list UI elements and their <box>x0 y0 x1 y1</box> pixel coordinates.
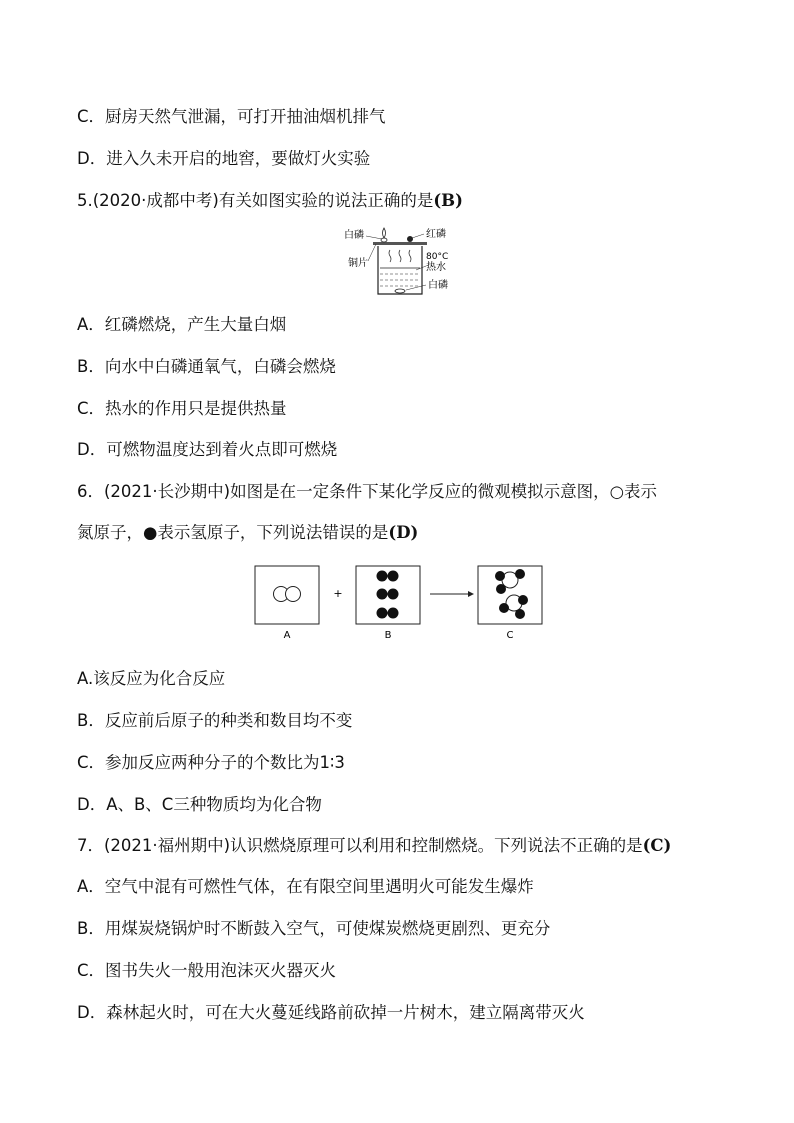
q5-option-a: A．红磷燃烧，产生大量白烟 <box>77 315 287 334</box>
hydrogen-atom <box>388 571 399 582</box>
label-temperature: 80°C <box>426 252 449 262</box>
arrowhead-icon <box>468 591 474 597</box>
q4-option-c: C．厨房天然气泄漏，可打开抽油烟机排气 <box>77 107 386 126</box>
hydrogen-atom <box>388 589 399 600</box>
copper-plate <box>373 242 427 245</box>
label-c: C <box>506 630 514 641</box>
q6-stem-line2: 氮原子，●表示氢原子，下列说法错误的是 <box>77 523 389 542</box>
q6-option-c: C．参加反应两种分子的个数比为1∶3 <box>77 753 345 772</box>
steam <box>389 250 391 262</box>
hydrogen-atom <box>499 603 509 613</box>
q6-option-d: D．A、B、C三种物质均为化合物 <box>77 795 322 814</box>
q7-stem-wrap <box>77 835 671 857</box>
hydrogen-atom <box>495 571 505 581</box>
hydrogen-atom <box>377 608 388 619</box>
steam <box>409 250 411 262</box>
nitrogen-atom <box>286 587 301 602</box>
flame-icon <box>383 228 386 238</box>
q5-option-d: D．可燃物温度达到着火点即可燃烧 <box>77 440 338 459</box>
q7-stem: 7．(2021·福州期中)认识燃烧原理可以利用和控制燃烧。下列说法不正确的是 <box>77 836 643 855</box>
q7-option-d: D．森林起火时，可在大火蔓延线路前砍掉一片树木，建立隔离带灭火 <box>77 1003 585 1022</box>
q7-option-a: A．空气中混有可燃性气体，在有限空间里遇明火可能发生爆炸 <box>77 877 534 896</box>
q6-reaction-diagram <box>250 560 550 644</box>
hydrogen-atom <box>496 584 506 594</box>
q6-stem-line1: 6．(2021·长沙期中)如图是在一定条件下某化学反应的微观模拟示意图，○表示 <box>77 482 658 501</box>
hydrogen-atom <box>515 569 525 579</box>
q5-option-c: C．热水的作用只是提供热量 <box>77 399 287 418</box>
hydrogen-atom <box>388 608 399 619</box>
q6-stem-line2-wrap <box>77 522 418 544</box>
white-phosphorus-bottom <box>395 289 405 293</box>
hydrogen-atom <box>518 595 528 605</box>
hydrogen-atom <box>377 571 388 582</box>
beaker <box>378 246 422 294</box>
q6-option-a: A.该反应为化合反应 <box>77 669 226 688</box>
q7-option-b: B．用煤炭烧锅炉时不断鼓入空气，可使煤炭燃烧更剧烈、更充分 <box>77 919 551 938</box>
hydrogen-atom <box>515 609 525 619</box>
label-a: A <box>283 630 291 641</box>
q7-option-c: C．图书失火一般用泡沫灭火器灭火 <box>77 961 337 980</box>
q5-option-b: B．向水中白磷通氧气，白磷会燃烧 <box>77 357 336 376</box>
label-white-phosphorus-bottom: 白磷 <box>428 280 448 291</box>
label-hot-water: 热水 <box>426 262 446 273</box>
q5-stem-text: 5.(2020·成都中考)有关如图实验的说法正确的是 <box>77 191 434 210</box>
label-b: B <box>384 630 392 641</box>
label-copper-plate: 铜片 <box>348 258 368 269</box>
hydrogen-atom <box>377 589 388 600</box>
q5-stem <box>77 190 463 212</box>
q6-answer: (D) <box>388 523 419 542</box>
label-red-phosphorus: 红磷 <box>426 229 446 240</box>
q7-answer: (C) <box>642 836 672 855</box>
steam <box>399 250 401 262</box>
plus-sign: + <box>333 587 343 600</box>
label-white-phosphorus-top: 白磷 <box>344 230 364 241</box>
q5-answer: (B) <box>433 191 463 210</box>
q4-option-d: D．进入久未开启的地窖，要做灯火实验 <box>77 149 371 168</box>
red-phosphorus <box>407 236 413 242</box>
q5-combustion-experiment-figure <box>340 222 460 298</box>
q6-option-b: B．反应前后原子的种类和数目均不变 <box>77 711 353 730</box>
